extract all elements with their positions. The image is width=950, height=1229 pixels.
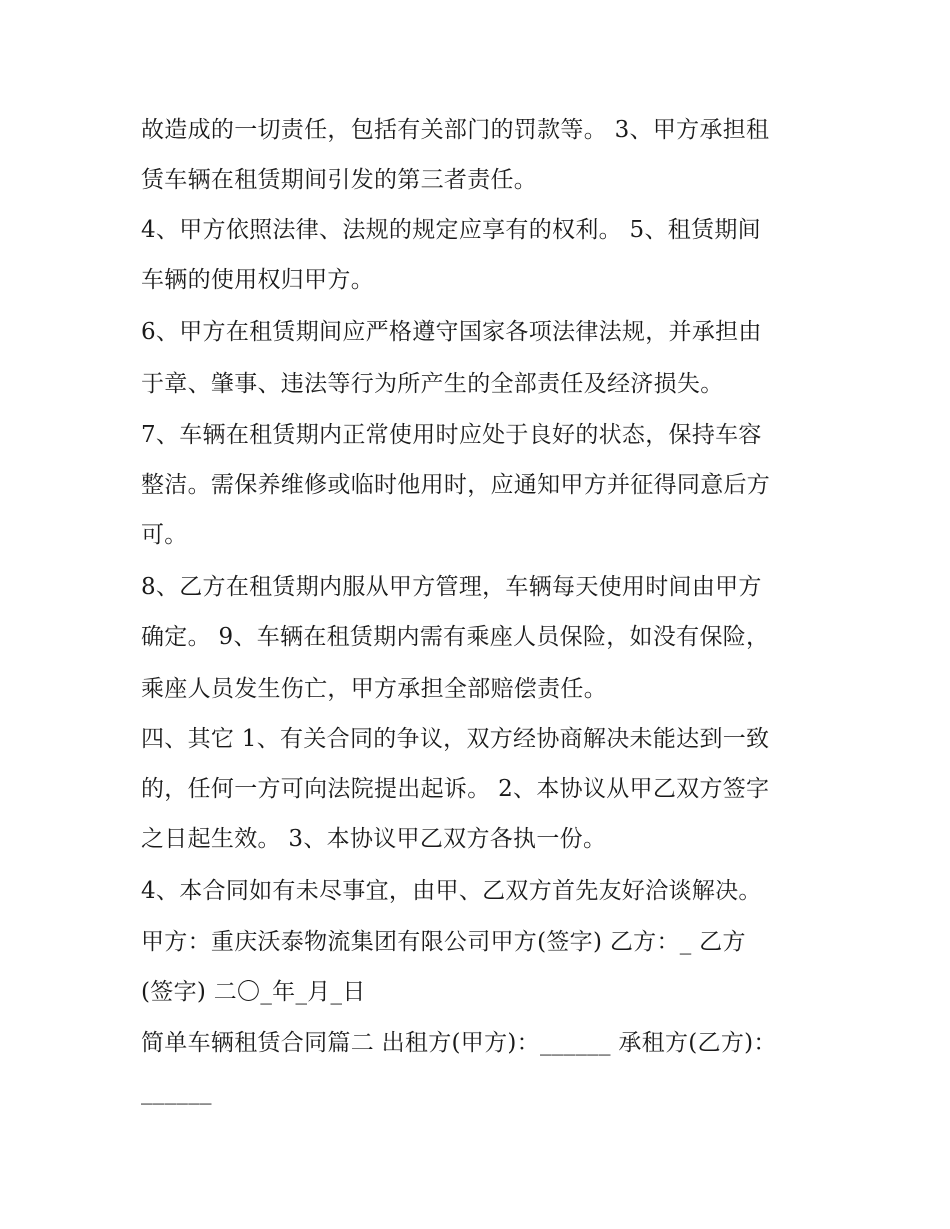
text-line-3: 4、甲方依照法律、法规的规定应享有的权利。 5、租赁期间	[141, 217, 761, 243]
text-line-7: 7、车辆在租赁期内正常使用时应处于良好的状态，保持车容	[141, 422, 762, 448]
text-line-2: 赁车辆在租赁期间引发的第三者责任。	[141, 167, 538, 193]
text-line-6: 于章、肇事、违法等行为所产生的全部责任及经济损失。	[141, 371, 724, 397]
text-line-12: 乘座人员发生伤亡，甲方承担全部赔偿责任。	[141, 676, 607, 702]
text-line-16: 4、本合同如有未尽事宜，由甲、乙双方首先友好洽谈解决。	[141, 878, 762, 904]
text-line-17: 甲方：重庆沃泰物流集团有限公司甲方(签字) 乙方：_ 乙方	[141, 929, 746, 955]
text-line-18: (签字) 二〇_年_月_日	[141, 979, 366, 1005]
text-line-20: ______	[141, 1079, 212, 1105]
text-line-9: 可。	[141, 522, 188, 548]
text-line-14: 的，任何一方可向法院提出起诉。 2、本协议从甲乙双方签字	[141, 776, 770, 802]
text-line-10: 8、乙方在租赁期内服从甲方管理，车辆每天使用时间由甲方	[141, 574, 762, 600]
text-line-11: 确定。 9、车辆在租赁期内需有乘座人员保险，如没有保险，	[141, 624, 770, 650]
text-line-13: 四、其它 1、有关合同的争议，双方经协商解决未能达到一致	[141, 726, 770, 752]
text-line-1: 故造成的一切责任，包括有关部门的罚款等。 3、甲方承担租	[141, 117, 770, 143]
text-line-19: 简单车辆租赁合同篇二 出租方(甲方)：______ 承租方(乙方)：	[141, 1030, 777, 1056]
text-line-5: 6、甲方在租赁期间应严格遵守国家各项法律法规，并承担由	[141, 319, 762, 345]
text-line-8: 整洁。需保养维修或临时他用时，应通知甲方并征得同意后方	[141, 472, 771, 498]
text-line-15: 之日起生效。 3、本协议甲乙双方各执一份。	[141, 826, 607, 852]
text-line-4: 车辆的使用权归甲方。	[141, 267, 374, 293]
